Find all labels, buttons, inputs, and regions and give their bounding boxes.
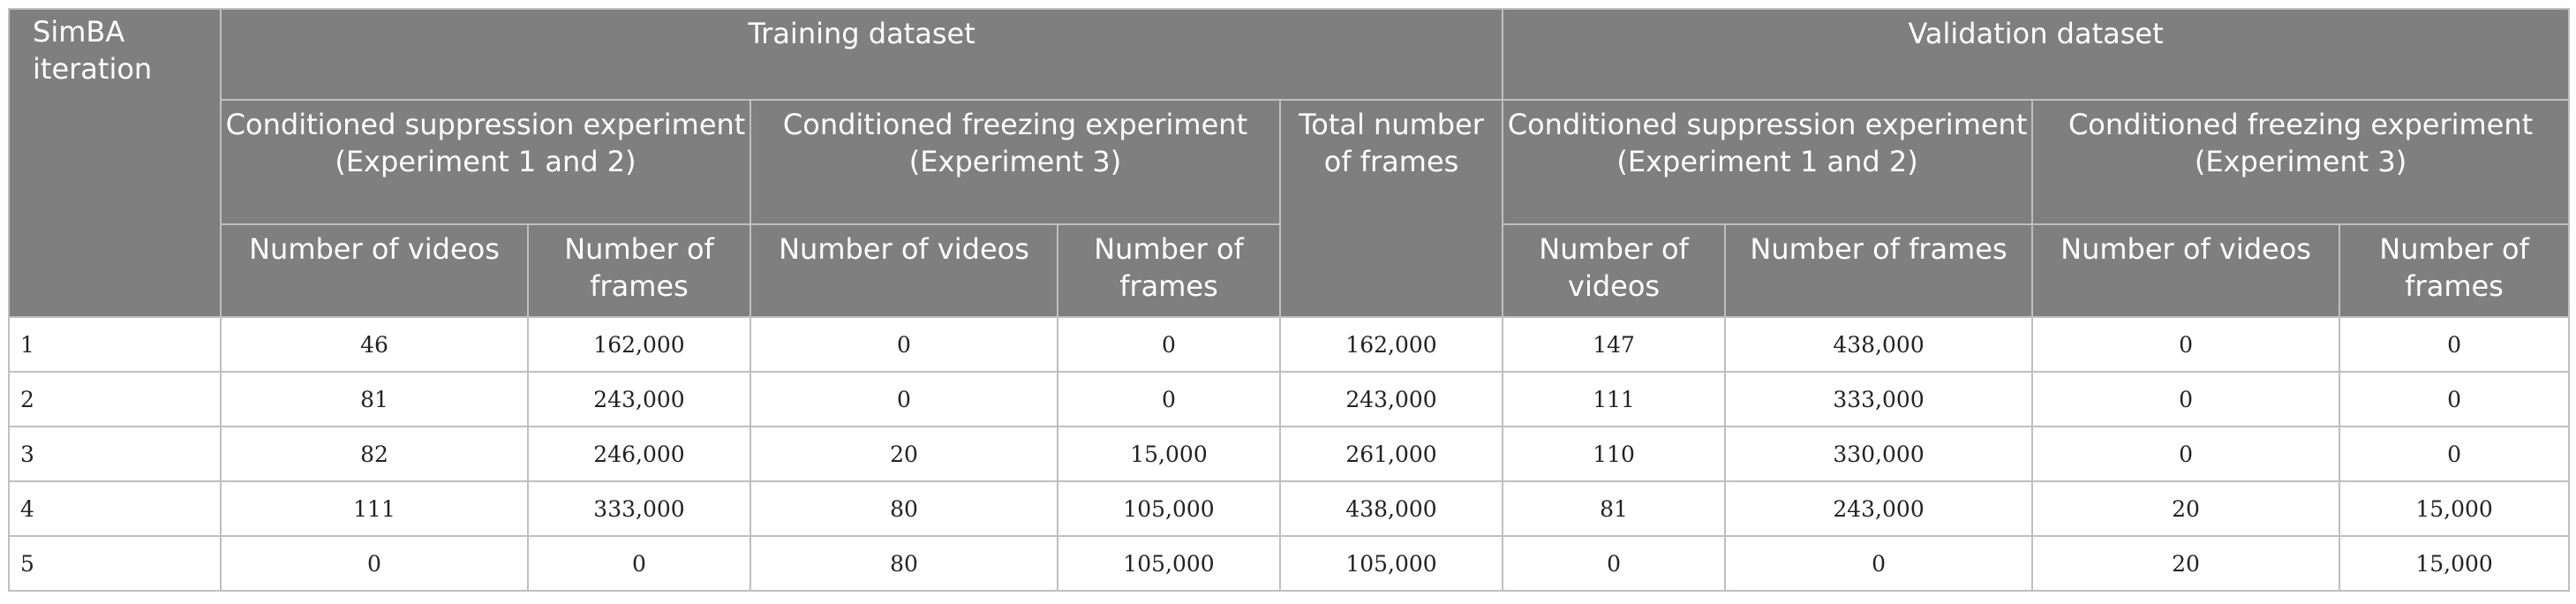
iteration-cell: 3 xyxy=(9,427,221,481)
t-cs-videos-cell: 111 xyxy=(221,481,528,536)
simba-dataset-table xyxy=(8,8,2570,592)
training-dataset-header: Training dataset xyxy=(221,9,1503,100)
iteration-cell: 1 xyxy=(9,317,221,372)
v-cf-frames-cell: 0 xyxy=(2339,427,2569,481)
v-cf-videos-cell: 20 xyxy=(2032,481,2339,536)
v-cf-frames-cell: 15,000 xyxy=(2339,536,2569,591)
total-frames-cell: 105,000 xyxy=(1280,536,1503,591)
t-cf-frames-cell: 105,000 xyxy=(1058,536,1280,591)
v-cs-frames-cell: 438,000 xyxy=(1725,317,2032,372)
total-frames-cell: 438,000 xyxy=(1280,481,1503,536)
validation-dataset-header: Validation dataset xyxy=(1503,9,2569,100)
t-cf-frames-cell: 15,000 xyxy=(1058,427,1280,481)
t-cf-videos-cell: 80 xyxy=(750,536,1058,591)
training-cf-header: Conditioned freezing experiment (Experiment 3) xyxy=(750,100,1280,224)
t-cs-frames-cell: 243,000 xyxy=(528,372,750,427)
t-cf-frames-cell: 0 xyxy=(1058,317,1280,372)
table-container xyxy=(8,8,2570,592)
v-cf-frames-cell: 15,000 xyxy=(2339,481,2569,536)
v-cs-videos-cell: 81 xyxy=(1503,481,1725,536)
v-cs-frames-cell: 243,000 xyxy=(1725,481,2032,536)
table-row xyxy=(9,317,2569,372)
t-cf-videos-cell: 0 xyxy=(750,317,1058,372)
total-frames-cell: 162,000 xyxy=(1280,317,1503,372)
table-row xyxy=(9,536,2569,591)
total-frames-cell: 261,000 xyxy=(1280,427,1503,481)
v-cf-videos-header: Number of videos xyxy=(2032,224,2339,317)
iteration-cell: 2 xyxy=(9,372,221,427)
v-cs-videos-cell: 110 xyxy=(1503,427,1725,481)
t-cf-frames-header: Number of frames xyxy=(1058,224,1280,317)
t-cf-videos-cell: 0 xyxy=(750,372,1058,427)
t-cs-videos-cell: 81 xyxy=(221,372,528,427)
t-cs-frames-cell: 162,000 xyxy=(528,317,750,372)
v-cf-videos-cell: 20 xyxy=(2032,536,2339,591)
t-cf-frames-cell: 105,000 xyxy=(1058,481,1280,536)
iteration-cell: 4 xyxy=(9,481,221,536)
table-header xyxy=(9,9,2569,317)
t-cs-videos-cell: 46 xyxy=(221,317,528,372)
total-frames-cell: 243,000 xyxy=(1280,372,1503,427)
t-cs-frames-cell: 0 xyxy=(528,536,750,591)
v-cs-frames-cell: 330,000 xyxy=(1725,427,2032,481)
v-cs-videos-cell: 0 xyxy=(1503,536,1725,591)
t-cs-videos-header: Number of videos xyxy=(221,224,528,317)
t-cs-frames-cell: 246,000 xyxy=(528,427,750,481)
t-cf-videos-cell: 80 xyxy=(750,481,1058,536)
v-cf-frames-header: Number of frames xyxy=(2339,224,2569,317)
v-cf-frames-cell: 0 xyxy=(2339,372,2569,427)
table-row xyxy=(9,427,2569,481)
v-cf-frames-cell: 0 xyxy=(2339,317,2569,372)
v-cs-videos-cell: 111 xyxy=(1503,372,1725,427)
t-cs-videos-cell: 82 xyxy=(221,427,528,481)
validation-cs-header: Conditioned suppression experiment (Experiment 1 and 2) xyxy=(1503,100,2032,224)
table-row xyxy=(9,372,2569,427)
iteration-header: SimBA iteration xyxy=(9,9,221,317)
v-cs-videos-header: Number of videos xyxy=(1503,224,1725,317)
iteration-cell: 5 xyxy=(9,536,221,591)
table-row xyxy=(9,481,2569,536)
v-cf-videos-cell: 0 xyxy=(2032,372,2339,427)
t-cf-videos-header: Number of videos xyxy=(750,224,1058,317)
v-cs-frames-header: Number of frames xyxy=(1725,224,2032,317)
training-cs-header: Conditioned suppression experiment (Experiment 1 and 2) xyxy=(221,100,750,224)
v-cs-frames-cell: 333,000 xyxy=(1725,372,2032,427)
v-cs-frames-cell: 0 xyxy=(1725,536,2032,591)
v-cs-videos-cell: 147 xyxy=(1503,317,1725,372)
t-cf-videos-cell: 20 xyxy=(750,427,1058,481)
v-cf-videos-cell: 0 xyxy=(2032,427,2339,481)
validation-cf-header: Conditioned freezing experiment (Experiment 3) xyxy=(2032,100,2569,224)
t-cf-frames-cell: 0 xyxy=(1058,372,1280,427)
v-cf-videos-cell: 0 xyxy=(2032,317,2339,372)
table-body xyxy=(9,317,2569,591)
t-cs-videos-cell: 0 xyxy=(221,536,528,591)
t-cs-frames-cell: 333,000 xyxy=(528,481,750,536)
total-frames-header: Total number of frames xyxy=(1280,100,1503,317)
t-cs-frames-header: Number of frames xyxy=(528,224,750,317)
